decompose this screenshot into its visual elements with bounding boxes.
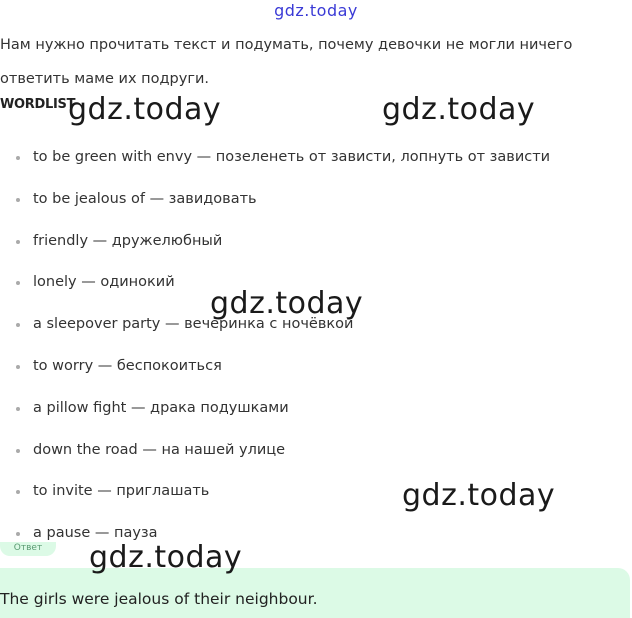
wordlist-entry: lonely — одинокий	[33, 274, 175, 291]
bullet-icon	[16, 532, 20, 536]
watermark: gdz.today	[402, 478, 556, 513]
bullet-icon	[16, 240, 20, 244]
wordlist-entry: down the road — на нашей улице	[33, 441, 286, 458]
bullet-icon	[16, 156, 20, 160]
watermark: gdz.today	[210, 286, 364, 321]
bullet-icon	[16, 323, 20, 327]
watermark: gdz.today	[382, 92, 536, 127]
bullet-icon	[16, 407, 20, 411]
site-header-watermark: gdz.today	[274, 1, 358, 20]
bullet-icon	[16, 281, 20, 285]
intro-paragraph: Нам нужно прочитать текст и подумать, почему девочки не могли ничего ответить маме их подруги.	[0, 37, 573, 87]
wordlist-entry: to be green with envy — позеленеть от зависти, лопнуть от зависти	[33, 149, 551, 165]
wordlist-entry: to worry — беспокоиться	[33, 357, 222, 374]
wordlist-heading: WORDLIST	[0, 97, 76, 112]
wordlist-entry: friendly — дружелюбный	[33, 232, 223, 249]
wordlist-entry: a pause — пауза	[33, 525, 158, 542]
list-item	[0, 179, 620, 221]
bullet-icon	[16, 490, 20, 494]
list-item	[0, 388, 620, 430]
wordlist-entry: a pillow fight — драка подушками	[33, 399, 289, 416]
list-item	[0, 137, 620, 179]
list-item	[0, 430, 620, 472]
answer-tab: Ответ	[0, 542, 56, 556]
bullet-icon	[16, 198, 20, 202]
watermark: gdz.today	[68, 92, 222, 127]
bullet-icon	[16, 449, 20, 453]
watermark: gdz.today	[89, 540, 243, 575]
wordlist-entry: a sleepover party — вечеринка с ночёвкой	[33, 316, 354, 333]
wordlist-entry: to be jealous of — завидовать	[33, 190, 257, 207]
list-item	[0, 221, 620, 263]
bullet-icon	[16, 365, 20, 369]
list-item	[0, 346, 620, 388]
answer-text: The girls were jealous of their neighbour.	[0, 590, 318, 608]
wordlist-entry: to invite — приглашать	[33, 483, 210, 500]
